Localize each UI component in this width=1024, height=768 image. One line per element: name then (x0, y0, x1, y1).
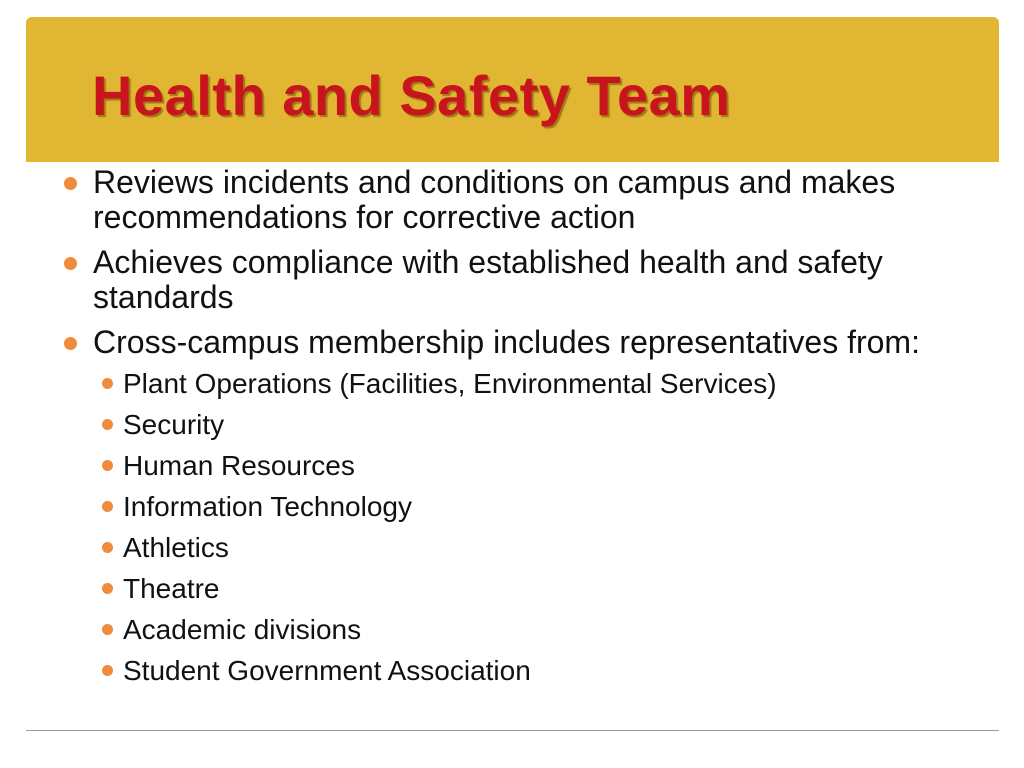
sub-bullet-item (123, 409, 992, 441)
sub-bullet-text: Academic divisions (123, 614, 362, 645)
sub-bullet-item (123, 532, 992, 564)
bullet-dot-icon (102, 583, 113, 594)
sub-bullet-text: Security (123, 409, 225, 440)
slide-content (62, 165, 992, 696)
title-bar (26, 17, 999, 162)
sub-bullet-item (123, 614, 992, 646)
bullet-dot-icon (102, 460, 113, 471)
sub-bullet-text: Human Resources (123, 450, 355, 481)
footer-divider (26, 730, 999, 731)
sub-bullet-item (123, 368, 992, 400)
bullet-text: Cross-campus membership includes representatives from: (93, 324, 920, 360)
sub-bullet-item (123, 491, 992, 523)
bullet-item (62, 165, 992, 235)
bullet-list (62, 165, 992, 360)
sub-bullet-text: Plant Operations (Facilities, Environmental Services) (123, 368, 777, 399)
bullet-dot-icon (102, 542, 113, 553)
bullet-dot-icon (102, 378, 113, 389)
bullet-dot-icon (64, 257, 77, 270)
sub-bullet-item (123, 655, 992, 687)
sub-bullet-item (123, 573, 992, 605)
sub-bullet-item (123, 450, 992, 482)
bullet-item (62, 245, 992, 315)
bullet-dot-icon (102, 665, 113, 676)
bullet-dot-icon (64, 337, 77, 350)
bullet-dot-icon (102, 419, 113, 430)
sub-bullet-list (62, 368, 992, 687)
bullet-item (62, 325, 992, 360)
sub-bullet-text: Theatre (123, 573, 220, 604)
sub-bullet-text: Information Technology (123, 491, 412, 522)
bullet-dot-icon (64, 177, 77, 190)
bullet-dot-icon (102, 501, 113, 512)
slide-title: Health and Safety Team (92, 64, 731, 127)
bullet-text: Reviews incidents and conditions on campus and makes recommendations for corrective action (93, 164, 896, 235)
sub-bullet-text: Student Government Association (123, 655, 531, 686)
bullet-dot-icon (102, 624, 113, 635)
bullet-text: Achieves compliance with established health and safety standards (93, 244, 883, 315)
sub-bullet-text: Athletics (123, 532, 229, 563)
